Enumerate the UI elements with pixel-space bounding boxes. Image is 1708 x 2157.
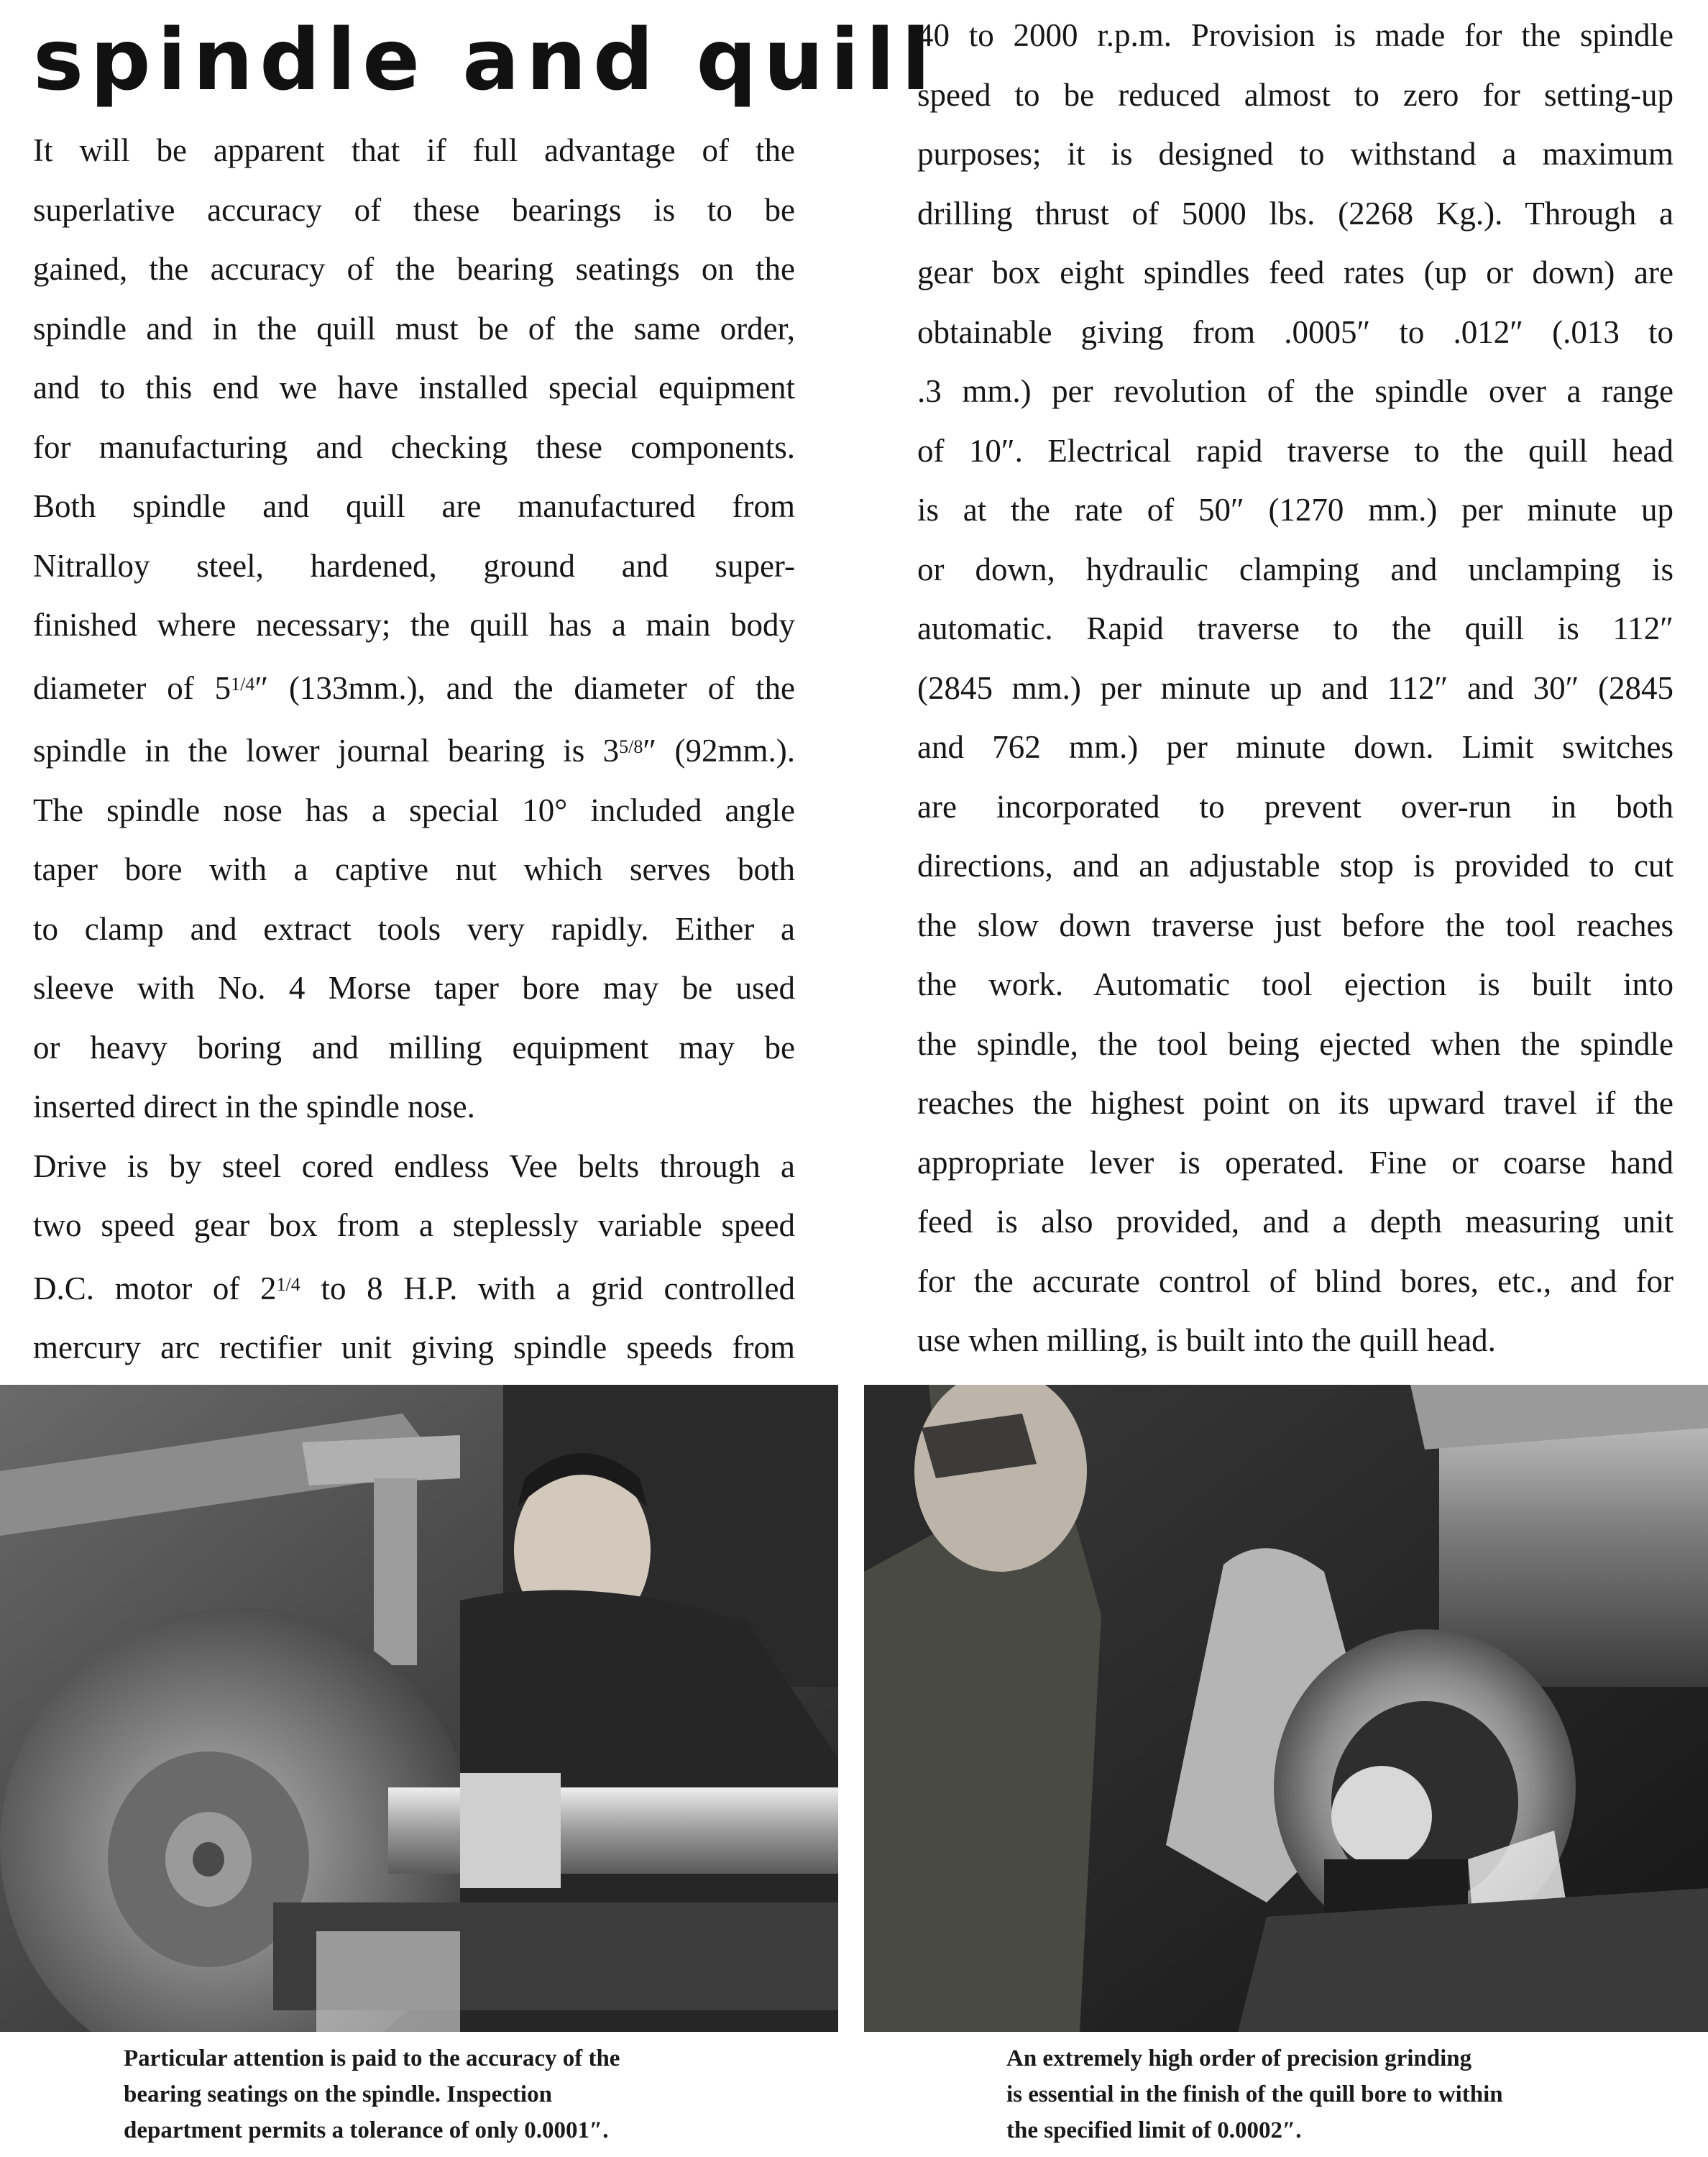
fraction: 1/4: [276, 1273, 300, 1295]
text-line: the work. Automatic tool ejection is built into: [917, 966, 1673, 1002]
text-line: 40 to 2000 r.p.m. Provision is made for the spindle: [917, 17, 1673, 53]
text-line: gear box eight spindles feed rates (up or down) are: [917, 255, 1673, 290]
paragraph-continued: [917, 6, 1673, 1311]
text-line: The spindle nose has a special 10° included angle: [33, 792, 795, 828]
text-line: the slow down traverse just before the tool reaches: [917, 907, 1673, 943]
text-line: spindle and in the quill must be of the same order,: [33, 310, 795, 347]
text-line: drilling thrust of 5000 lbs. (2268 Kg.). Through a: [917, 195, 1673, 232]
photo-quill-bore-grinding: [864, 1385, 1708, 2032]
text-line: [33, 1255, 795, 1319]
text-fragment: ″ (133mm.), and the diameter of the: [254, 669, 795, 706]
text-fragment: spindle in the lower journal bearing is 3: [33, 733, 620, 769]
photo-grinding-machine-image: [0, 1385, 838, 2032]
caption-line: bearing seatings on the spindle. Inspection: [124, 2082, 552, 2107]
text-fragment: to 8 H.P. with a grid controlled: [300, 1270, 795, 1306]
text-line: and to this end we have installed special equipment: [33, 370, 795, 406]
text-line: use when milling, is built into the quill head.: [917, 1322, 1496, 1358]
text-line: the spindle, the tool being ejected when the spindle: [917, 1025, 1673, 1062]
text-line: to clamp and extract tools very rapidly. Either a: [33, 910, 795, 947]
paragraph-drive: [33, 1137, 795, 1378]
fraction: 5/8: [619, 736, 643, 757]
text-line: purposes; it is designed to withstand a maximum: [917, 136, 1673, 172]
text-line: or heavy boring and milling equipment may be: [33, 1029, 795, 1066]
text-line: are incorporated to prevent over-run in both: [917, 788, 1673, 825]
text-line: sleeve with No. 4 Morse taper bore may be used: [33, 970, 795, 1006]
text-line: finished where necessary; the quill has a main body: [33, 607, 795, 643]
text-fragment: D.C. motor of 2: [33, 1270, 277, 1306]
text-line: is at the rate of 50″ (1270 mm.) per minute up: [917, 492, 1673, 528]
text-line: taper bore with a captive nut which serves both: [33, 851, 795, 887]
caption-line: is essential in the finish of the quill bore to within: [1006, 2082, 1503, 2107]
text-line: feed is also provided, and a depth measuring unit: [917, 1204, 1673, 1240]
photo-spindle-grinding: [0, 1385, 838, 2032]
caption-line: An extremely high order of precision grinding: [1006, 2046, 1472, 2071]
caption-line: the specified limit of 0.0002″.: [1006, 2117, 1302, 2143]
text-fragment: diameter of 5: [33, 669, 231, 706]
text-line: mercury arc rectifier unit giving spindle speeds from: [33, 1329, 795, 1365]
left-text-column: [33, 121, 795, 1378]
text-line: reaches the highest point on its upward travel if the: [917, 1085, 1673, 1121]
text-line: Drive is by steel cored endless Vee belts through a: [33, 1148, 795, 1184]
text-line: of 10″. Electrical rapid traverse to the quill head: [917, 432, 1673, 469]
page-heading: spindle and quill: [33, 10, 937, 109]
text-line: automatic. Rapid traverse to the quill is 112″: [917, 610, 1673, 646]
text-line: [33, 655, 795, 718]
paragraph-end-line: [33, 1077, 795, 1137]
text-line: superlative accuracy of these bearings is to be: [33, 191, 795, 228]
text-line: .3 mm.) per revolution of the spindle over a range: [917, 373, 1673, 409]
text-line: two speed gear box from a steplessly variable speed: [33, 1207, 795, 1243]
right-text-column: [917, 6, 1673, 1370]
text-line: [33, 718, 795, 781]
text-line: directions, and an adjustable stop is provided to cut: [917, 848, 1673, 884]
caption-line: department permits a tolerance of only 0.0001″.: [124, 2117, 609, 2143]
text-line: or down, hydraulic clamping and unclamping is: [917, 551, 1673, 587]
text-line: for the accurate control of blind bores, etc., and for: [917, 1263, 1673, 1299]
text-line: and 762 mm.) per minute down. Limit switches: [917, 729, 1673, 765]
text-line: Nitralloy steel, hardened, ground and super-: [33, 547, 795, 584]
text-line: speed to be reduced almost to zero for setting-up: [917, 76, 1673, 113]
text-line: obtainable giving from .0005″ to .012″ (.013 to: [917, 313, 1673, 350]
text-line: inserted direct in the spindle nose.: [33, 1089, 475, 1125]
paragraph-spindle-quill: [33, 121, 795, 1077]
caption-left-photo: [124, 2041, 756, 2148]
text-line: for manufacturing and checking these components.: [33, 429, 795, 465]
text-line: appropriate lever is operated. Fine or coarse hand: [917, 1144, 1673, 1181]
photo-precision-grinding-image: [864, 1385, 1708, 2032]
text-line: It will be apparent that if full advantage of the: [33, 132, 795, 168]
fraction: 1/4: [231, 673, 255, 695]
paragraph-end-line: [917, 1311, 1673, 1370]
text-line: gained, the accuracy of the bearing seatings on the: [33, 251, 795, 287]
caption-line: Particular attention is paid to the accuracy of the: [124, 2046, 620, 2071]
text-line: Both spindle and quill are manufactured from: [33, 488, 795, 524]
text-line: (2845 mm.) per minute up and 112″ and 30″ (2845: [917, 669, 1673, 706]
text-fragment: ″ (92mm.).: [643, 733, 796, 769]
caption-right-photo: [1006, 2041, 1625, 2148]
